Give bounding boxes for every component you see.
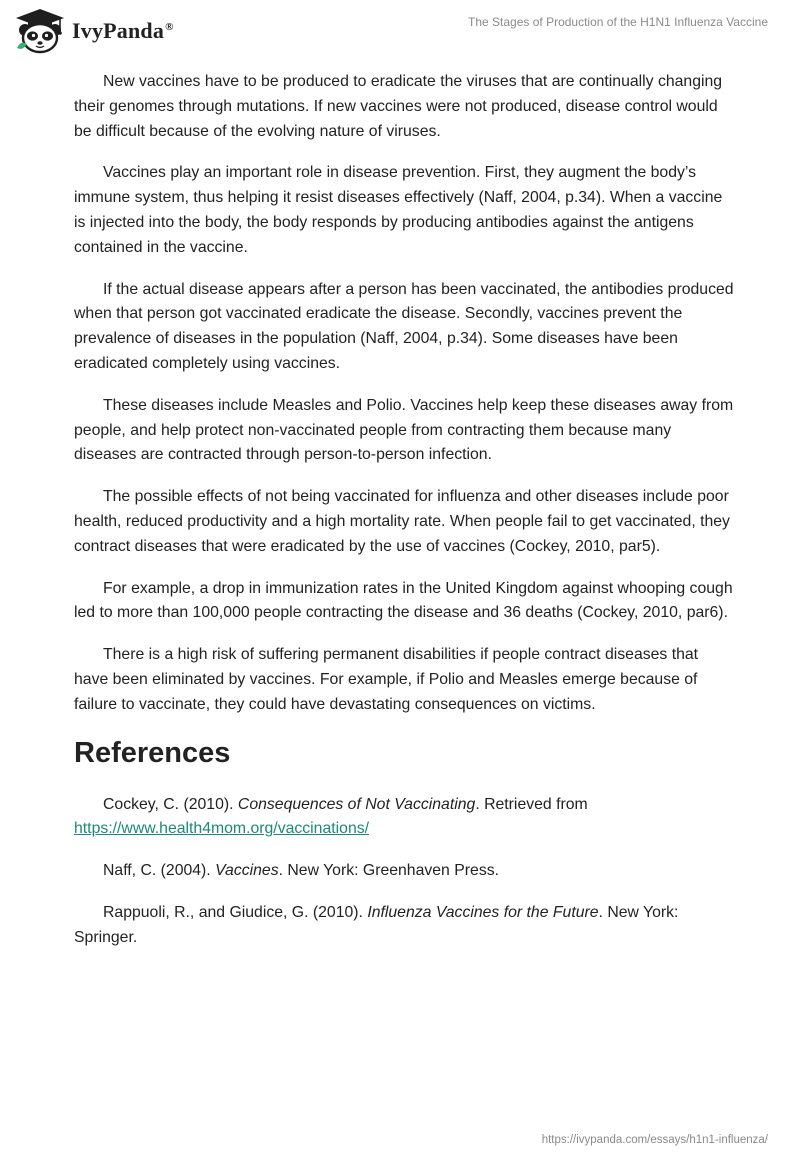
logo-wordmark — [72, 18, 174, 44]
reference-details: . New York: Springer. — [74, 903, 679, 946]
reference-details: . Retrieved from — [475, 795, 588, 813]
reference-entry — [74, 793, 734, 843]
reference-entry — [74, 859, 734, 884]
reference-entry — [74, 901, 734, 951]
reference-title: Influenza Vaccines for the Future — [367, 903, 599, 921]
page-header — [0, 0, 800, 64]
paragraph: There is a high risk of suffering permanent disabilities if people contract diseases that have been eliminated by vaccines. For example, if Polio and Measles emerge because of failure to vaccinate, they could have devastating consequences on victims. — [74, 646, 699, 713]
paragraph: The possible effects of not being vaccinated for influenza and other diseases include poor health, reduced productivity and a high mortality rate. When people fail to get vaccinated, they contract diseases that were eradicated by the use of vaccines (Cockey, 2010, par5). — [74, 488, 730, 555]
paragraph: If the actual disease appears after a person has been vaccinated, the antibodies produced when that person got vaccinated eradicate the disease. Secondly, vaccines prevent the prevalence of diseases in the population (Naff, 2004, p.34). Some diseases have been eradicated completely using vaccines. — [74, 280, 734, 372]
paragraph: For example, a drop in immunization rates in the United Kingdom against whooping cough led to more than 100,000 people contracting the disease and 36 deaths (Cockey, 2010, par6). — [74, 579, 733, 622]
panda-graduate-icon — [14, 8, 66, 54]
document-title: The Stages of Production of the H1N1 Influenza Vaccine — [468, 15, 768, 29]
reference-title: Consequences of Not Vaccinating — [237, 795, 476, 813]
paragraph: These diseases include Measles and Polio. Vaccines help keep these diseases away from people, and help protect non-vaccinated people from contracting them because many diseases are contracted through person-to-person infection. — [74, 396, 734, 464]
reference-link[interactable]: https://www.health4mom.org/vaccinations/ — [74, 820, 370, 838]
paragraph: New vaccines have to be produced to eradicate the viruses that are continually changing their genomes through mutations. If new vaccines were not produced, disease control would be difficult because of the evolving nature of viruses. — [74, 73, 723, 140]
reference-author: Naff, C. (2004). — [103, 862, 216, 880]
logo-text: IvyPanda — [72, 18, 165, 43]
footer-source-url: https://ivypanda.com/essays/h1n1-influenza/ — [541, 1134, 768, 1146]
reference-author: Cockey, C. (2010). — [103, 795, 238, 813]
reference-title: Vaccines — [215, 862, 279, 880]
paragraph: Vaccines play an important role in disease prevention. First, they augment the body’s immune system, thus helping it resist diseases effectively (Naff, 2004, p.34). When a vaccine is injected into the body, the body responds by producing antibodies against the antigens contained in the vaccine. — [74, 164, 723, 256]
ivypanda-logo[interactable] — [14, 8, 174, 54]
registered-mark: ® — [165, 20, 174, 33]
reference-author: Rappuoli, R., and Giudice, G. (2010). — [103, 903, 368, 921]
reference-details: . New York: Greenhaven Press. — [278, 862, 500, 880]
essay-body — [74, 70, 734, 968]
references-heading: References — [74, 736, 231, 769]
